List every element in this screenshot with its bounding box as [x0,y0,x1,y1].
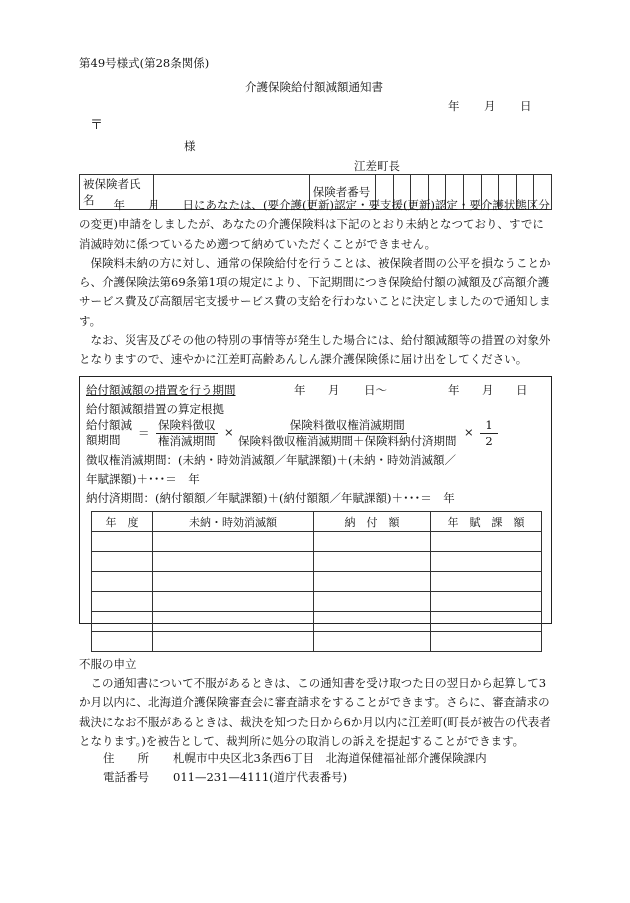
formula-fraction-1 [156,418,218,449]
table-row [92,612,542,632]
period-start-year: 年 [294,383,306,397]
table-cell[interactable] [153,572,314,592]
table-cell[interactable] [314,612,431,632]
table-cell[interactable] [92,592,153,612]
payment-table-header [92,512,542,532]
table-cell[interactable] [431,592,542,612]
fraction-1-denominator: 権消滅期間 [158,434,216,448]
formula-lhs-line2: 額期間 [86,433,121,447]
fraction-2-numerator: 保険料徴収権消滅期間 [289,418,405,432]
period-end-day: 日 [516,383,528,397]
formula-times-1: × [224,425,234,439]
period-start-month: 月 [328,383,340,397]
col-paid-amount: 納 付 額 [314,512,431,532]
table-cell[interactable] [92,552,153,572]
notice-body [79,196,552,370]
table-cell[interactable] [314,592,431,612]
table-cell[interactable] [314,572,431,592]
lapse-period-line-1: 徴収権消滅期間：(未納・時効消滅額／年賦課額)＋(未納・時効消滅額／ [86,453,456,467]
date-month: 月 [484,99,496,113]
measure-period-label: 給付額減額の措置を行う期間 [86,383,236,397]
period-start-day: 日〜 [364,383,387,397]
formula-times-2: × [464,425,474,439]
table-cell[interactable] [431,572,542,592]
col-unpaid-amount: 未納・時効消滅額 [153,512,314,532]
table-cell[interactable] [92,572,153,592]
postal-mark: 〒 [90,118,104,133]
paid-period-line: 納付済期間：(納付額額／年賦課額)＋(納付額額／年賦課額)＋･･･＝ 年 [86,491,455,505]
form-number: 第49号様式(第28条関係) [79,56,210,70]
appeal-text: この通知書について不服があるときは、この通知書を受け取つた日の翌日から起算して3か月以内に、北海道介護保険審査会に審査請求をすることができます。さらに、審査請求の裁決になお不服があるときは、裁決を知つた日から6か月以内に江差町(町長が被告の代表者となります。)を被告として、裁判所に処分の取消しの訴えを提起することができます。 [79,676,551,748]
table-cell[interactable] [92,532,153,552]
date-year: 年 [448,99,460,113]
table-cell[interactable] [153,552,314,572]
table-row [92,572,542,592]
table-cell[interactable] [314,632,431,652]
table-row [92,632,542,652]
insured-name-label: 被保険者氏名 [80,175,154,210]
phone-value: 011—231—4111(道庁代表番号) [173,770,348,784]
formula-lhs [86,418,132,448]
payment-table [91,511,542,652]
basis-label: 給付額減額措置の算定根拠 [86,402,224,416]
table-cell[interactable] [431,552,542,572]
table-cell[interactable] [431,532,542,552]
period-end-year: 年 [448,383,460,397]
fraction-2-denominator: 保険料徴収権消滅期間＋保険料納付済期間 [238,434,457,448]
measure-box [79,376,552,624]
table-cell[interactable] [153,532,314,552]
table-cell[interactable] [431,612,542,632]
table-row [92,532,542,552]
fraction-3-denominator: 2 [485,434,493,448]
lapse-period-line-2: 年賦課額)＋･･･＝ 年 [86,472,200,486]
formula-equals: ＝ [138,426,150,440]
document-title: 介護保険給付額減額通知書 [245,80,383,94]
phone-label: 電話番号 [103,770,149,784]
recipient-honorific: 様 [184,139,196,153]
table-row [92,552,542,572]
period-end-month: 月 [482,383,494,397]
table-cell[interactable] [153,592,314,612]
date-day: 日 [520,99,532,113]
table-cell[interactable] [314,552,431,572]
table-cell[interactable] [153,632,314,652]
body-paragraph-3: なお、災害及びその他の特別の事情等が発生した場合には、給付額減額等の措置の対象外となりますので、速やかに江差町高齢あんしん課介護保険係に届け出をしてください。 [79,333,551,367]
address-label: 住 所 [103,751,149,765]
table-cell[interactable] [92,632,153,652]
table-cell[interactable] [153,612,314,632]
table-cell[interactable] [431,632,542,652]
table-cell[interactable] [314,532,431,552]
body-paragraph-1: 年 月 日にあなたは、(要介護(更新)認定・要支援(更新)認定・要介護状態区分の変更)申請をしましたが、あなたの介護保険料は下記のとおり未納となつており、すでに消滅時効に係つているため遡つて納めていただくことができません。 [79,198,550,251]
address-value: 札幌市中央区北3条西6丁目 北海道保健福祉部介護保険課内 [173,751,487,765]
body-paragraph-2: 保険料未納の方に対し、通常の保険給付を行うことは、被保険者間の公平を損なうことから、介護保険法第69条第1項の規定により、下記期間につき保険給付額の減額及び高額介護サービス費及び高額居宅支援サービス費の支給を行わないことに決定しましたので通知します。 [79,255,551,328]
formula-lhs-line1: 給付額減 [86,418,132,432]
formula-fraction-2 [236,418,459,449]
issuer-name: 江差町長 [354,159,400,173]
col-fiscal-year: 年 度 [92,512,153,532]
fraction-1-numerator: 保険料徴収 [158,418,216,432]
col-annual-assessment: 年 賦 課 額 [431,512,542,532]
insurer-number-label: 保険者番号 [309,175,375,210]
formula-fraction-3 [478,418,500,449]
table-cell[interactable] [92,612,153,632]
table-row [92,592,542,612]
appeal-title: 不服の申立 [79,657,137,671]
fraction-3-numerator: 1 [480,418,498,434]
appeal-body [79,674,552,751]
